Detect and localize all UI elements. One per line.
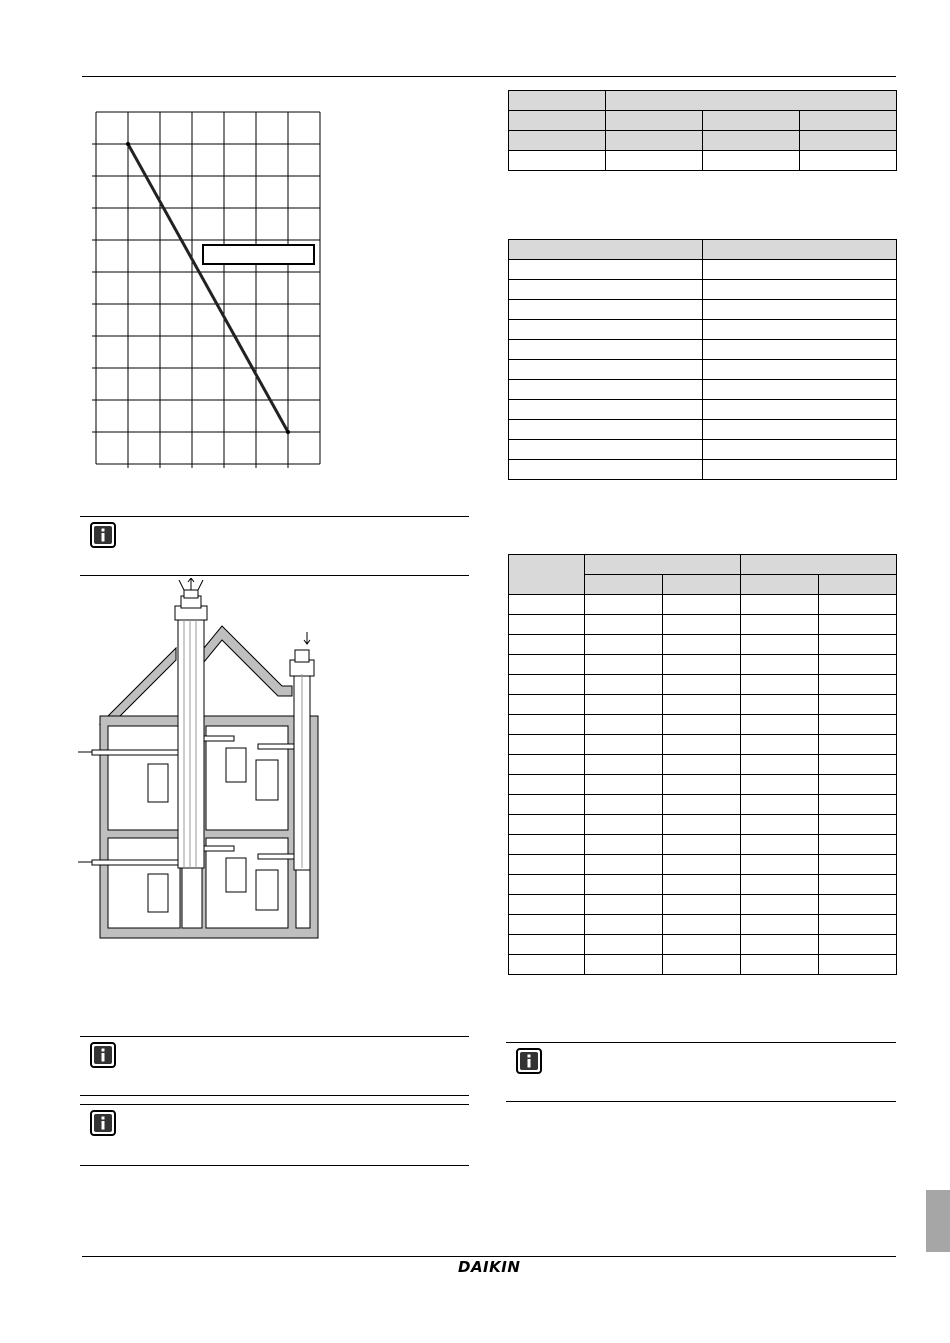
table-cell: [663, 895, 741, 915]
table-cell: [741, 795, 819, 815]
table-cell: [741, 635, 819, 655]
table-cell: [741, 895, 819, 915]
table-cell: [585, 635, 663, 655]
table-row: [509, 695, 897, 715]
table-cell: [741, 955, 819, 975]
table-row: [509, 715, 897, 735]
table-header-cell: [819, 575, 897, 595]
table-cell: [741, 835, 819, 855]
table-cell: [509, 400, 703, 420]
table-cell: [663, 595, 741, 615]
table-cell: [663, 855, 741, 875]
roof: [100, 648, 176, 724]
table-cell: [585, 715, 663, 735]
table-cell: [663, 735, 741, 755]
table-cell: [819, 875, 897, 895]
table-cell: [703, 440, 897, 460]
table-cell: [663, 835, 741, 855]
table-cell: [819, 615, 897, 635]
table-row: [509, 755, 897, 775]
table-cell: [819, 935, 897, 955]
info-icon: [90, 522, 116, 548]
table-cell: [819, 755, 897, 775]
table-cell: [509, 675, 585, 695]
table-cell: [741, 815, 819, 835]
table-cell: [509, 635, 585, 655]
table-cell: [509, 895, 585, 915]
table-cell: [509, 955, 585, 975]
table-header-cell: [509, 240, 703, 260]
table-cell: [741, 935, 819, 955]
table-cell: [585, 915, 663, 935]
table-cell: [585, 935, 663, 955]
table-cell: [663, 675, 741, 695]
table-cell: [585, 795, 663, 815]
table-row: [509, 420, 897, 440]
table-cell: [819, 595, 897, 615]
table-cell: [509, 855, 585, 875]
table-cell: [741, 875, 819, 895]
table-cell: [663, 875, 741, 895]
table-cell: [509, 420, 703, 440]
table-header-cell: [509, 131, 606, 151]
table-cell: [741, 695, 819, 715]
table-cell: [703, 420, 897, 440]
table-row: [509, 635, 897, 655]
table-cell: [509, 260, 703, 280]
table-header-cell: [703, 240, 897, 260]
table-header-cell: [663, 575, 741, 595]
table-cell: [703, 340, 897, 360]
table-row: [509, 460, 897, 480]
info-icon: [516, 1048, 542, 1074]
chapter-side-tab: [926, 1190, 950, 1252]
table-cell: [703, 380, 897, 400]
chart-marks: [96, 142, 290, 464]
table-cell: [585, 955, 663, 975]
chart-ticks: [92, 144, 288, 468]
table-row: [509, 360, 897, 380]
chart-legend-box: [203, 245, 314, 264]
table-2: [508, 239, 897, 480]
table-cell: [585, 895, 663, 915]
table-cell: [819, 735, 897, 755]
table-cell: [585, 875, 663, 895]
table-cell: [703, 260, 897, 280]
table-cell: [663, 915, 741, 935]
table-row: [509, 380, 897, 400]
table-header-cell: [509, 111, 606, 131]
table-cell: [663, 955, 741, 975]
table-cell: [585, 835, 663, 855]
table-cell: [703, 280, 897, 300]
table-header-cell: [800, 131, 897, 151]
table-cell: [585, 615, 663, 635]
table-row: [509, 955, 897, 975]
flue-length-chart: [86, 104, 326, 470]
table-cell: [509, 595, 585, 615]
table-row: [509, 320, 897, 340]
table-cell: [509, 775, 585, 795]
table-row: [509, 875, 897, 895]
flue-chimney: [175, 590, 207, 868]
table-cell: [741, 755, 819, 775]
header-rule: [82, 76, 896, 77]
table-1: [508, 90, 897, 171]
data-point: [126, 142, 130, 146]
table-cell: [819, 835, 897, 855]
table-header-cell: [509, 91, 606, 111]
table-row: [509, 915, 897, 935]
table-cell: [509, 360, 703, 380]
table-header-cell: [703, 131, 800, 151]
table-cell: [509, 715, 585, 735]
table-cell: [585, 735, 663, 755]
table-cell: [703, 300, 897, 320]
table-cell: [663, 935, 741, 955]
table-cell: [741, 595, 819, 615]
table-row: [509, 775, 897, 795]
table-cell: [703, 360, 897, 380]
table-cell: [585, 855, 663, 875]
table-row: [509, 595, 897, 615]
table-cell: [819, 955, 897, 975]
table-cell: [585, 695, 663, 715]
series-line: [128, 144, 288, 432]
table-cell: [509, 655, 585, 675]
table-cell: [509, 935, 585, 955]
table-row: [509, 615, 897, 635]
table-header-cell: [585, 555, 741, 575]
table-row: [509, 300, 897, 320]
table-cell: [819, 675, 897, 695]
table-cell: [509, 380, 703, 400]
table-cell: [663, 615, 741, 635]
table-cell: [509, 915, 585, 935]
table-cell: [509, 755, 585, 775]
table-row: [509, 280, 897, 300]
table-cell: [585, 775, 663, 795]
table-cell: [819, 695, 897, 715]
table-cell: [741, 715, 819, 735]
table-row: [509, 655, 897, 675]
daikin-logo: DAIKIN: [458, 1258, 521, 1276]
table-cell: [741, 655, 819, 675]
table-cell: [741, 675, 819, 695]
table-cell: [819, 635, 897, 655]
table-cell: [585, 755, 663, 775]
table-cell: [663, 695, 741, 715]
table-cell: [509, 280, 703, 300]
table-header-cell: [703, 111, 800, 131]
table-cell: [585, 595, 663, 615]
table-row: [509, 400, 897, 420]
table-cell: [585, 655, 663, 675]
table-row: [509, 815, 897, 835]
table-cell: [819, 855, 897, 875]
table-cell: [509, 695, 585, 715]
table-row: [509, 151, 897, 171]
table-header-cell: [800, 111, 897, 131]
table-cell: [663, 795, 741, 815]
table-3: [508, 554, 897, 975]
table-cell: [509, 440, 703, 460]
table-cell: [819, 895, 897, 915]
info-note-2: [80, 1036, 469, 1096]
table-row: [509, 895, 897, 915]
table-cell: [585, 815, 663, 835]
table-cell: [509, 795, 585, 815]
info-icon: [90, 1042, 116, 1068]
table-row: [509, 440, 897, 460]
table-row: [509, 340, 897, 360]
table-header-cell: [509, 555, 585, 595]
table-header-cell: [741, 575, 819, 595]
table-row: [509, 935, 897, 955]
footer-rule: [82, 1256, 896, 1257]
table-cell: [741, 775, 819, 795]
table-header-cell: [606, 111, 703, 131]
table-cell: [819, 715, 897, 735]
table-cell: [741, 615, 819, 635]
table-header-cell: [585, 575, 663, 595]
table-cell: [703, 320, 897, 340]
table-cell: [663, 715, 741, 735]
table-row: [509, 735, 897, 755]
table-cell: [663, 775, 741, 795]
table-row: [509, 675, 897, 695]
info-note-3: [80, 1104, 469, 1166]
table-cell: [509, 320, 703, 340]
table-cell: [585, 675, 663, 695]
table-cell: [741, 735, 819, 755]
table-row: [509, 260, 897, 280]
table-cell: [509, 815, 585, 835]
table-cell: [819, 775, 897, 795]
table-header-cell: [741, 555, 897, 575]
table-cell: [819, 815, 897, 835]
table-cell: [819, 655, 897, 675]
table-cell: [819, 795, 897, 815]
table-cell: [509, 835, 585, 855]
table-cell: [663, 635, 741, 655]
table-cell: [663, 815, 741, 835]
table-row: [509, 855, 897, 875]
flue-installation-diagram: [78, 578, 328, 944]
table-header-cell: [606, 91, 897, 111]
table-cell: [741, 855, 819, 875]
table-cell: [509, 615, 585, 635]
data-point: [286, 430, 290, 434]
table-row: [509, 835, 897, 855]
info-icon: [90, 1110, 116, 1136]
table-cell: [509, 460, 703, 480]
table-cell: [703, 460, 897, 480]
table-cell: [663, 755, 741, 775]
table-cell: [509, 340, 703, 360]
flue-chimney-right: [290, 632, 314, 870]
table-cell: [703, 400, 897, 420]
table-row: [509, 795, 897, 815]
table-header-cell: [606, 131, 703, 151]
table-cell: [741, 915, 819, 935]
table-cell: [509, 735, 585, 755]
table-cell: [663, 655, 741, 675]
table-cell: [509, 875, 585, 895]
table-cell: [509, 300, 703, 320]
table-cell: [819, 915, 897, 935]
info-note-4: [506, 1042, 896, 1102]
info-note-1: [80, 516, 469, 576]
